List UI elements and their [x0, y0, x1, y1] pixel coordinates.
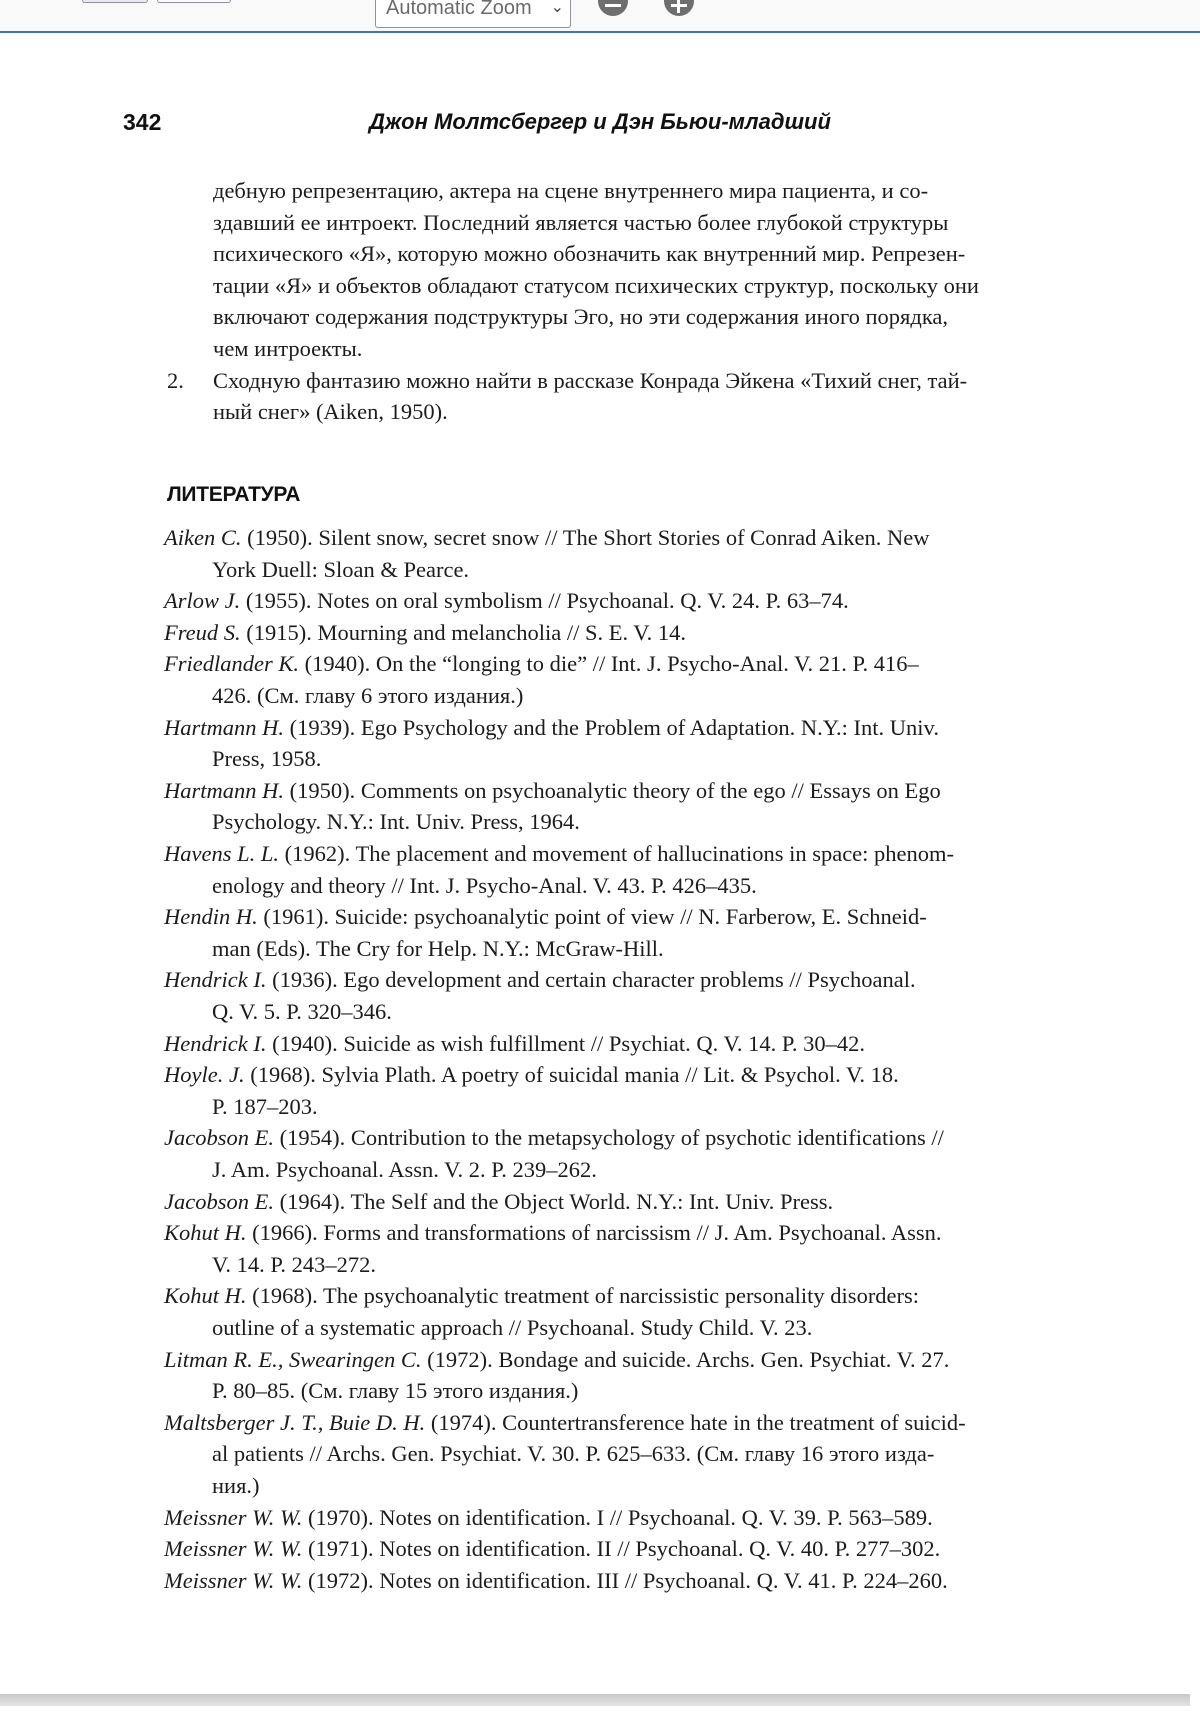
reference-entry: [164, 1503, 933, 1533]
reference-text: (1950). Comments on psychoanalytic theory of the ego // Essays on Ego: [284, 777, 941, 803]
note-line: дебную репрезентацию, актера на сцене внутреннего мира пациента, и со-: [213, 178, 929, 203]
reference-continuation: Q. V. 5. P. 320–346.: [212, 999, 392, 1024]
reference-text: (1950). Silent snow, secret snow // The Short Stories of Conrad Aiken. New: [241, 525, 930, 550]
reference-text: (1971). Notes on identification. II // Psychoanal. Q. V. 40. P. 277–302.: [302, 1536, 941, 1562]
reference-entry: [164, 1281, 919, 1311]
note-line: чем интроекты.: [213, 336, 363, 361]
reference-entry: [164, 965, 916, 995]
reference-author: Litman R. E., Swearingen C.: [164, 1346, 422, 1372]
reference-text: (1962). The placement and movement of hallucinations in space: phenom-: [279, 841, 955, 866]
note-line: ный снег» (Aiken, 1950).: [213, 399, 448, 425]
reference-entry: [164, 839, 954, 869]
reference-continuation: man (Eds). The Cry for Help. N.Y.: McGraw-Hill.: [212, 935, 664, 961]
reference-text: (1939). Ego Psychology and the Problem of Adaptation. N.Y.: Int. Univ.: [284, 714, 939, 740]
reference-entry: [164, 1187, 833, 1217]
reference-entry: [164, 713, 939, 743]
reference-continuation: J. Am. Psychoanal. Assn. V. 2. P. 239–262.: [212, 1157, 597, 1182]
reference-continuation: Psychology. N.Y.: Int. Univ. Press, 1964.: [212, 809, 580, 835]
reference-text: (1940). Suicide as wish fulfillment // Psychiat. Q. V. 14. P. 30–42.: [266, 1030, 866, 1056]
reference-text: (1964). The Self and the Object World. N.Y.: Int. Univ. Press.: [273, 1188, 834, 1214]
reference-continuation: P. 80–85. (См. главу 15 этого издания.): [212, 1378, 579, 1404]
reference-text: (1972). Bondage and suicide. Archs. Gen. Psychiat. V. 27.: [421, 1346, 950, 1372]
reference-text: (1955). Notes on oral symbolism // Psychoanal. Q. V. 24. P. 63–74.: [240, 588, 849, 614]
reference-entry: [164, 1345, 949, 1375]
reference-author: Hoyle. J.: [164, 1062, 245, 1088]
reference-entry: [164, 523, 930, 553]
page-bottom-edge: [0, 1694, 1190, 1706]
reference-text: (1961). Suicide: psychoanalytic point of view // N. Farberow, E. Schneid-: [257, 904, 927, 930]
reference-text: (1972). Notes on identification. III // Psychoanal. Q. V. 41. P. 224–260.: [302, 1567, 948, 1593]
note-line: Сходную фантазию можно найти в рассказе Конрада Эйкена «Тихий снег, тай-: [213, 367, 968, 393]
reference-continuation: Press, 1958.: [212, 746, 322, 772]
reference-entry: [164, 1060, 899, 1090]
reference-author: Friedlander K.: [164, 651, 299, 677]
reference-text: (1974). Countertransference hate in the treatment of suicid-: [425, 1409, 966, 1435]
reference-text: (1915). Mourning and melancholia // S. E. V. 14.: [240, 619, 687, 645]
reference-entry: [164, 649, 919, 679]
sidebar-toggle-button[interactable]: [82, 0, 148, 3]
zoom-in-icon[interactable]: [664, 0, 694, 16]
note-line: психического «Я», которую можно обозначить как внутренний мир. Репрезен-: [213, 241, 966, 267]
reference-text: (1968). The psychoanalytic treatment of narcissistic personality disorders:: [246, 1283, 920, 1309]
reference-entry: [164, 1534, 940, 1564]
chevron-down-icon: ⌄: [550, 0, 564, 16]
reference-author: Arlow J.: [164, 588, 241, 614]
reference-text: (1936). Ego development and certain character problems // Psychoanal.: [266, 967, 916, 993]
reference-author: Hendrick I.: [164, 1030, 267, 1056]
reference-continuation: York Duell: Sloan & Pearce.: [212, 556, 470, 582]
reference-continuation: V. 14. P. 243–272.: [212, 1251, 376, 1277]
document-page: [0, 33, 1200, 1693]
reference-text: (1968). Sylvia Plath. A poetry of suicidal mania // Lit. & Psychol. V. 18.: [244, 1062, 899, 1088]
reference-continuation: ния.): [212, 1473, 260, 1498]
reference-author: Meissner W. W.: [164, 1567, 303, 1593]
reference-author: Kohut H.: [164, 1220, 247, 1246]
reference-author: Havens L. L.: [164, 841, 280, 866]
note-line: включают содержания подструктуры Эго, но эти содержания иного порядка,: [213, 304, 949, 330]
running-header: [0, 109, 1200, 141]
references-heading: ЛИТЕРАТУРА: [167, 483, 301, 506]
reference-author: Meissner W. W.: [164, 1536, 303, 1562]
reference-author: Maltsberger J. T., Buie D. H.: [164, 1409, 426, 1435]
reference-entry: [164, 1123, 944, 1153]
reference-entry: [164, 776, 941, 806]
reference-entry: [164, 618, 686, 648]
reference-text: (1966). Forms and transformations of narcissism // J. Am. Psychoanal. Assn.: [246, 1220, 942, 1246]
reference-continuation: outline of a systematic approach // Psychoanal. Study Child. V. 23.: [212, 1315, 813, 1340]
note-line: тации «Я» и объектов обладают статусом психических структур, поскольку они: [213, 272, 979, 298]
reference-author: Hartmann H.: [164, 777, 285, 803]
reference-continuation: 426. (См. главу 6 этого издания.): [212, 683, 524, 708]
reference-entry: [164, 1408, 966, 1438]
reference-text: (1954). Contribution to the metapsychology of psychotic identifications //: [273, 1125, 944, 1151]
reference-author: Kohut H.: [164, 1283, 247, 1309]
reference-continuation: al patients // Archs. Gen. Psychiat. V. 30. P. 625–633. (См. главу 16 этого изда-: [212, 1441, 935, 1467]
zoom-select-value: Automatic Zoom: [386, 0, 532, 19]
reference-author: Jacobson E.: [164, 1188, 274, 1214]
reference-entry: [164, 1566, 948, 1596]
reference-author: Hendrick I.: [164, 967, 267, 993]
zoom-select[interactable]: [375, 0, 571, 28]
reference-continuation: enology and theory // Int. J. Psycho-Anal. V. 43. P. 426–435.: [212, 872, 757, 898]
reference-entry: [164, 586, 849, 616]
reference-continuation: P. 187–203.: [212, 1093, 318, 1119]
reference-author: Aiken C.: [164, 525, 242, 550]
reference-author: Freud S.: [164, 619, 241, 645]
reference-text: (1970). Notes on identification. I // Psychoanal. Q. V. 39. P. 563–589.: [302, 1504, 933, 1530]
viewer-toolbar: [0, 0, 1200, 33]
reference-author: Hartmann H.: [164, 714, 285, 740]
reference-author: Meissner W. W.: [164, 1504, 303, 1530]
reference-author: Hendin H.: [164, 904, 258, 930]
zoom-out-icon[interactable]: [598, 0, 628, 16]
reference-author: Jacobson E.: [164, 1125, 274, 1151]
note-line: здавший ее интроект. Последний является частью более глубокой структуры: [213, 209, 949, 235]
page-number: 342: [123, 109, 162, 135]
reference-text: (1940). On the “longing to die” // Int. J. Psycho-Anal. V. 21. P. 416–: [299, 651, 919, 677]
running-title: Джон Молтсбергер и Дэн Бьюи-младший: [369, 109, 831, 134]
reference-entry: [164, 1029, 865, 1059]
note-number: 2.: [167, 367, 184, 393]
find-button[interactable]: [157, 0, 231, 3]
reference-entry: [164, 1218, 941, 1248]
reference-entry: [164, 902, 927, 932]
